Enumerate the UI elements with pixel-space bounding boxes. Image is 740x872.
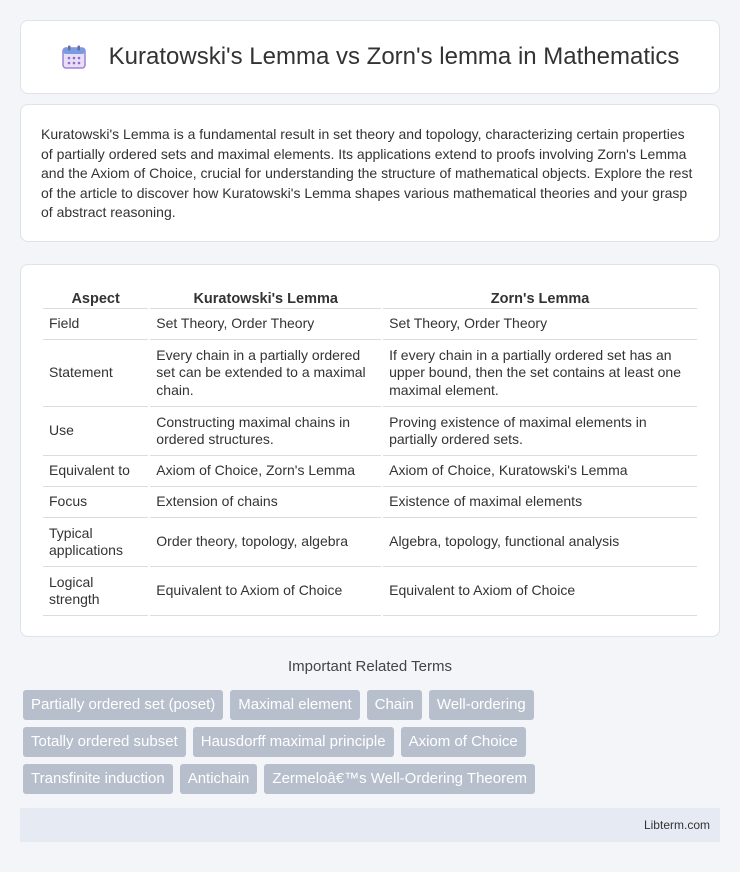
comparison-table (41, 285, 699, 616)
footer (20, 808, 720, 842)
table-header-row (43, 285, 697, 309)
header-kuratowski: Kuratowski's Lemma (150, 285, 381, 309)
intro-card (20, 104, 720, 242)
row-zorn: Equivalent to Axiom of Choice (383, 567, 697, 616)
row-kuratowski: Order theory, topology, algebra (150, 518, 381, 567)
tag-transfinite-induction[interactable]: Transfinite induction (23, 764, 173, 794)
intro-paragraph: Kuratowski's Lemma is a fundamental result in set theory and topology, characterizing certain properties of partially ordered sets and maximal elements. Its applications extend to proofs involving Zorn's Lemma and the Axiom of Choice, crucial for understanding the structure of mathematical objects. Explore the rest of the article to discover how Kuratowski's Lemma shapes various mathematical theories and your grasp of abstract reasoning. (41, 126, 693, 220)
row-aspect: Focus (43, 487, 148, 518)
tag-chain[interactable]: Chain (367, 690, 422, 720)
row-aspect: Use (43, 407, 148, 456)
page-title: Kuratowski's Lemma vs Zorn's lemma in Mathematics (108, 43, 680, 70)
related-terms-tags (23, 690, 583, 801)
row-zorn: If every chain in a partially ordered set has an upper bound, then the set contains at least one maximal element. (383, 340, 697, 407)
row-kuratowski: Every chain in a partially ordered set can be extended to a maximal chain. (150, 340, 381, 407)
header-aspect: Aspect (43, 285, 148, 309)
row-aspect: Typical applications (43, 518, 148, 567)
row-kuratowski: Extension of chains (150, 487, 381, 518)
tag-antichain[interactable]: Antichain (180, 764, 258, 794)
tag-well-ordering[interactable]: Well-ordering (429, 690, 534, 720)
table-row (43, 407, 697, 456)
tag-row (23, 690, 583, 720)
table-row (43, 340, 697, 407)
row-zorn: Axiom of Choice, Kuratowski's Lemma (383, 456, 697, 487)
table-row (43, 567, 697, 616)
table-row (43, 487, 697, 518)
table-row (43, 309, 697, 340)
row-zorn: Algebra, topology, functional analysis (383, 518, 697, 567)
row-kuratowski: Constructing maximal chains in ordered structures. (150, 407, 381, 456)
tag-maximal-element[interactable]: Maximal element (230, 690, 359, 720)
table-row (43, 518, 697, 567)
row-kuratowski: Equivalent to Axiom of Choice (150, 567, 381, 616)
tag-well-ordering-theorem[interactable]: Zermeloâ€™s Well-Ordering Theorem (264, 764, 535, 794)
header-zorn: Zorn's Lemma (383, 285, 697, 309)
row-zorn: Set Theory, Order Theory (383, 309, 697, 340)
row-aspect: Field (43, 309, 148, 340)
footer-site-link[interactable]: Libterm.com (643, 818, 710, 832)
tag-row (23, 764, 583, 794)
table-row (43, 456, 697, 487)
row-zorn: Proving existence of maximal elements in partially ordered sets. (383, 407, 697, 456)
tag-row (23, 727, 583, 757)
row-aspect: Logical strength (43, 567, 148, 616)
row-kuratowski: Axiom of Choice, Zorn's Lemma (150, 456, 381, 487)
row-kuratowski: Set Theory, Order Theory (150, 309, 381, 340)
header-card (20, 20, 720, 94)
calendar-icon (61, 44, 87, 70)
row-zorn: Existence of maximal elements (383, 487, 697, 518)
row-aspect: Equivalent to (43, 456, 148, 487)
tag-poset[interactable]: Partially ordered set (poset) (23, 690, 223, 720)
tag-hausdorff-maximal-principle[interactable]: Hausdorff maximal principle (193, 727, 394, 757)
tag-axiom-of-choice[interactable]: Axiom of Choice (401, 727, 526, 757)
row-aspect: Statement (43, 340, 148, 407)
related-terms-title: Important Related Terms (288, 658, 452, 675)
comparison-table-card (20, 264, 720, 637)
tag-totally-ordered-subset[interactable]: Totally ordered subset (23, 727, 186, 757)
